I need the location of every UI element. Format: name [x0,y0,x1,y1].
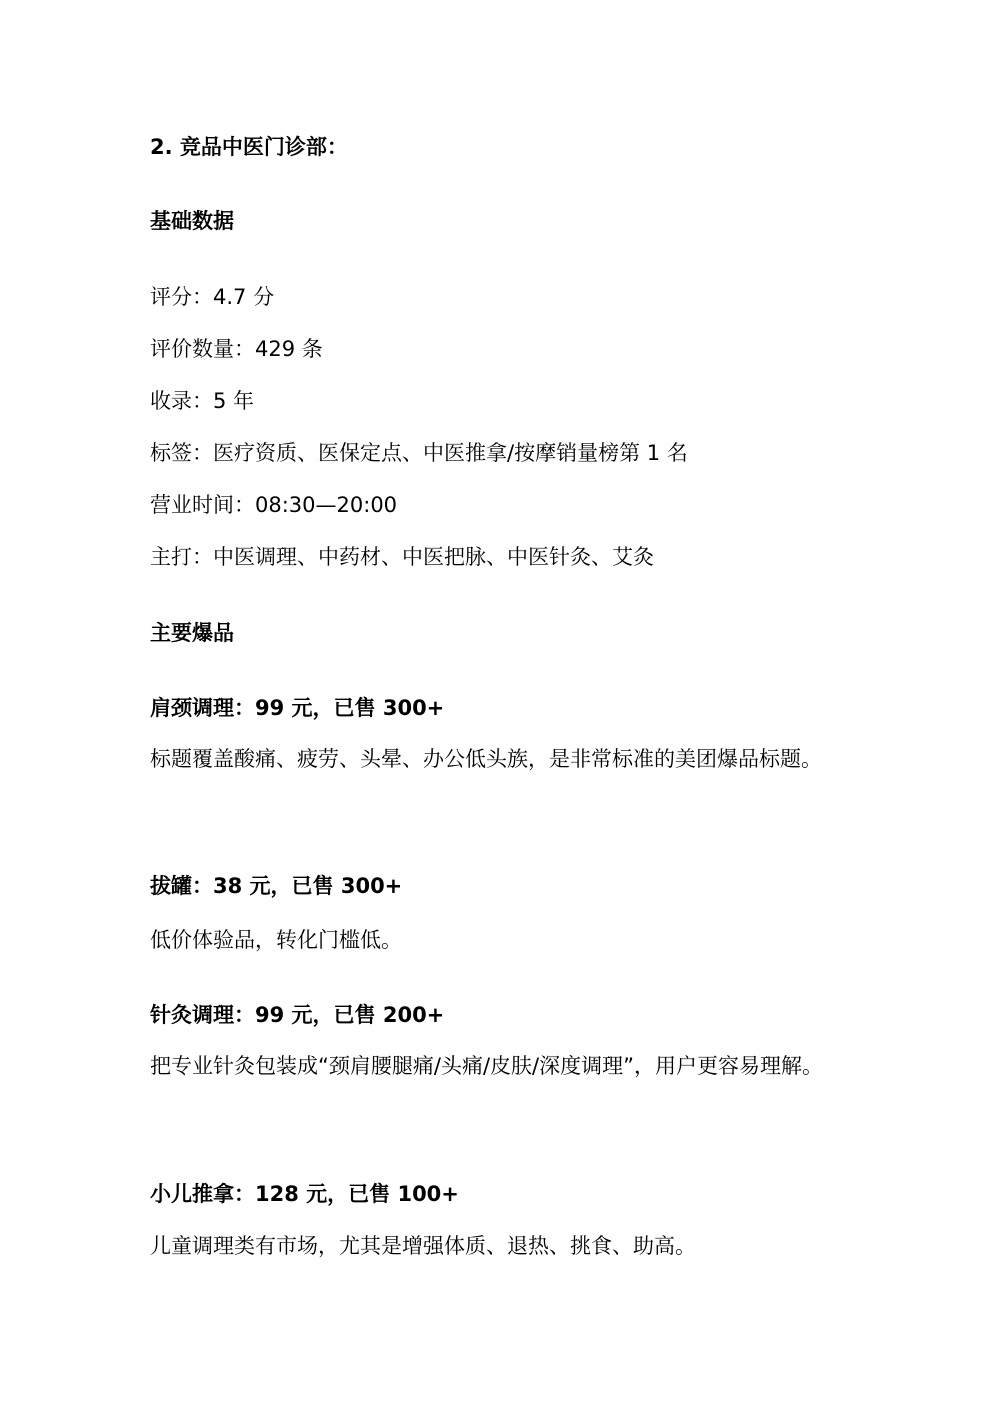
product-title: 小儿推拿：128 元，已售 100+ [150,1182,459,1206]
section-heading: 2. 竞品中医门诊部： [150,135,348,159]
rating-line: 评分：4.7 分 [150,285,275,309]
review-count-line: 评价数量：429 条 [150,337,323,361]
product-title: 肩颈调理：99 元，已售 300+ [150,696,445,720]
listed-years-line: 收录：5 年 [150,389,255,413]
basic-data-heading: 基础数据 [150,209,234,233]
main-products-heading: 主要爆品 [150,621,234,645]
product-description: 把专业针灸包装成“颈肩腰腿痛/头痛/皮肤/深度调理”，用户更容易理解。 [150,1054,823,1078]
product-title: 拔罐：38 元，已售 300+ [150,874,403,898]
product-description: 标题覆盖酸痛、疲劳、头晕、办公低头族，是非常标准的美团爆品标题。 [150,747,822,771]
tags-line: 标签：医疗资质、医保定点、中医推拿/按摩销量榜第 1 名 [150,441,688,465]
product-description: 低价体验品，转化门槛低。 [150,928,402,952]
product-description: 儿童调理类有市场，尤其是增强体质、退热、挑食、助高。 [150,1234,696,1258]
product-title: 针灸调理：99 元，已售 200+ [150,1003,445,1027]
main-services-line: 主打：中医调理、中药材、中医把脉、中医针灸、艾灸 [150,545,654,569]
business-hours-line: 营业时间：08:30—20:00 [150,493,398,517]
